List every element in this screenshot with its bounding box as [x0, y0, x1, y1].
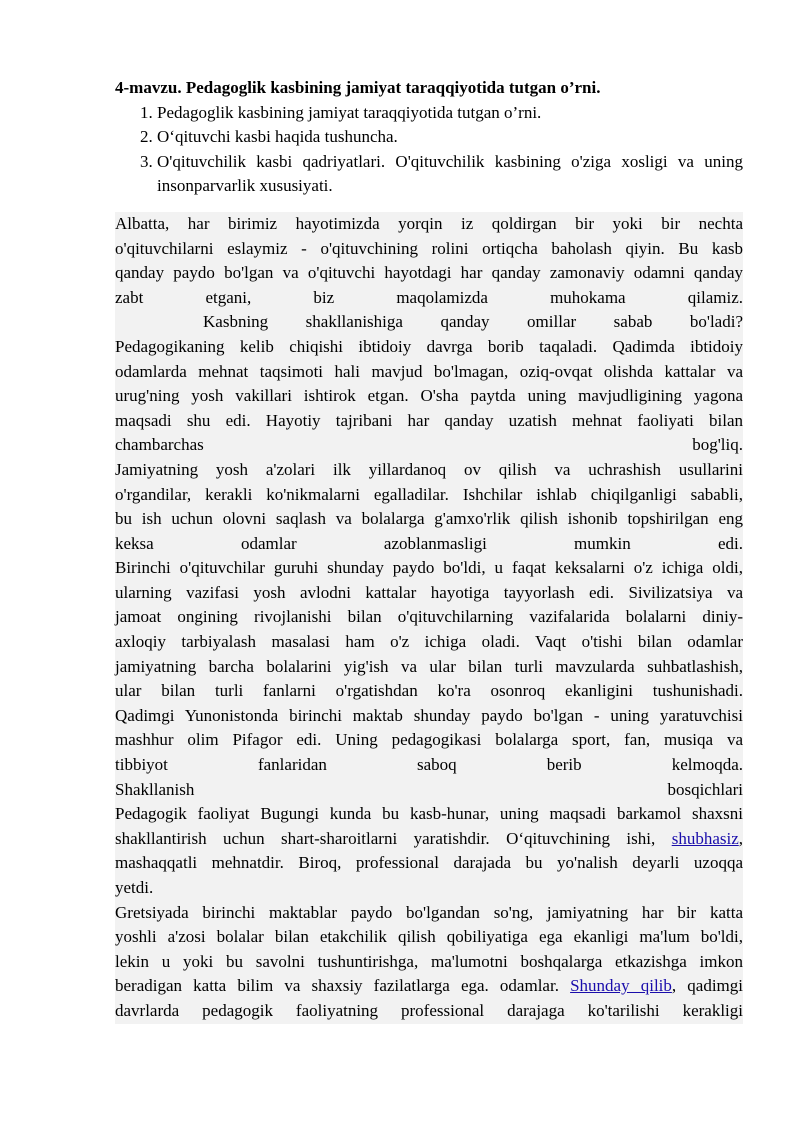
list-item: 3. O'qituvchilik kasbi qadriyatlari. O'qituvchilik kasbining o'ziga xosligi va uning insonparvarlik xususiyati.: [157, 150, 743, 199]
text-line: davrlarda pedagogik faoliyatning professional darajaga ko'tarilishi kerakligi: [115, 1000, 743, 1020]
text-line: urug'ning yosh vakillari ishtirok etgan. O'sha paytda uning mavjudligining yagona: [115, 386, 743, 406]
text-line: Pedagogik faoliyat Bugungi kunda bu kasb-hunar, uning maqsadi barkamol shaxsni: [115, 804, 743, 824]
text-line: [115, 827, 743, 852]
text-line: jamiyatning barcha bolalarini yig'ish va ular bilan turli mavzularda suhbatlashish,: [115, 656, 743, 676]
document-page: [115, 76, 743, 1024]
text-fragment: beradigan katta bilim va shaxsiy fazilatlarga ega. odamlar.: [115, 976, 559, 996]
text-fragment: , qadimgi: [671, 976, 744, 996]
list-item: 1. Pedagoglik kasbining jamiyat taraqqiyotida tutgan o’rni.: [157, 101, 743, 126]
list-item: 2. O‘qituvchi kasbi haqida tushuncha.: [157, 125, 743, 150]
text-line: maqsadi shu edi. Hayotiy tajribani har qanday uzatish mehnat faoliyati bilan: [115, 410, 743, 430]
text-line: axloqiy tarbiyalash masalasi ham o'z ichiga oladi. Vaqt o'tishi bilan odamlar: [115, 632, 743, 652]
text-line: [115, 974, 743, 999]
text-line: yetdi.: [115, 878, 154, 897]
text-line: jamoat ongining rivojlanishi bilan o'qituvchilarning vazifalarida bolalarni diniy-: [115, 607, 743, 627]
text-line: Kasbning shakllanishiga qanday omillar sabab bo'ladi?: [203, 312, 743, 332]
page-title: 4-mavzu. Pedagoglik kasbining jamiyat taraqqiyotida tutgan o’rni.: [115, 78, 601, 97]
text-line: yoshli a'zosi bolalar bilan etakchilik qilish qobiliyatiga ega ekanligi ma'lum bo'ldi,: [115, 927, 743, 947]
topic-list: [115, 101, 743, 199]
text-line: Albatta, har birimiz hayotimizda yorqin iz qoldirgan bir yoki bir nechta: [115, 213, 743, 233]
link-shubhasiz[interactable]: shubhasiz: [671, 828, 739, 848]
text-line: Birinchi o'qituvchilar guruhi shunday paydo bo'ldi, u faqat keksalarni o'z ichiga oldi,: [115, 558, 743, 578]
text-line: zabt etgani, biz maqolamizda muhokama qilamiz.: [115, 287, 743, 307]
text-fragment: ,: [738, 828, 743, 848]
text-line: Qadimgi Yunonistonda birinchi maktab shunday paydo bo'lgan - uning yaratuvchisi: [115, 705, 743, 725]
text-line: o'qituvchilarni eslaymiz - o'qituvchining rolini ortiqcha baholash qiyin. Bu kasb: [115, 238, 743, 258]
link-shunday-qilib[interactable]: Shunday qilib: [570, 976, 672, 996]
text-line: Jamiyatning yosh a'zolari ilk yillardanoq ov qilish va uchrashish usullarini: [115, 459, 743, 479]
text-line: ular bilan turli fanlarni o'rgatishdan ko'ra osonroq ekanligini tushunishadi.: [115, 681, 743, 701]
text-line: mashaqqatli mehnatdir. Biroq, professional darajada bu yo'nalish deyarli uzoqqa: [115, 853, 743, 873]
text-line: qanday paydo bo'lgan va o'qituvchi hayotdagi har qanday zamonaviy odamni qanday: [115, 263, 743, 283]
text-line: odamlarda mehnat taqsimoti hali mavjud bo'lmagan, oziq-ovqat olishda kattalar va: [115, 361, 743, 381]
text-line: Pedagogikaning kelib chiqishi ibtidoiy davrga borib taqaladi. Qadimda ibtidoiy: [115, 336, 743, 356]
text-line: Shakllanish bosqichlari: [115, 779, 743, 799]
text-line: lekin u yoki bu savolni tushuntirishga, ma'lumotni boshqalarga etkazishga imkon: [115, 951, 743, 971]
text-line: keksa odamlar azoblanmasligi mumkin edi.: [115, 533, 743, 553]
text-line: mashhur olim Pifagor edi. Uning pedagogikasi bolalarga sport, fan, musiqa va: [115, 730, 743, 750]
text-line: chambarchas bog'liq.: [115, 435, 743, 455]
text-line: ularning vazifasi yosh avlodni kattalar hayotiga tayyorlash edi. Sivilizatsiya va: [115, 582, 743, 602]
body-text: [115, 212, 743, 1024]
text-line: tibbiyot fanlaridan saboq berib kelmoqda.: [115, 755, 743, 775]
text-line: Gretsiyada birinchi maktablar paydo bo'lgandan so'ng, jamiyatning har bir katta: [115, 902, 743, 922]
text-fragment: shakllantirish uchun shart-sharoitlarni yaratishdir. O‘qituvchining ishi,: [115, 828, 656, 848]
text-line: o'rgandilar, kerakli ko'nikmalarni egalladilar. Ishchilar ishlab chiqilganligi sababli,: [115, 484, 743, 504]
text-line: bu ish uchun olovni saqlash va bolalarga g'amxo'rlik qilish ishonib topshirilgan eng: [115, 509, 743, 529]
